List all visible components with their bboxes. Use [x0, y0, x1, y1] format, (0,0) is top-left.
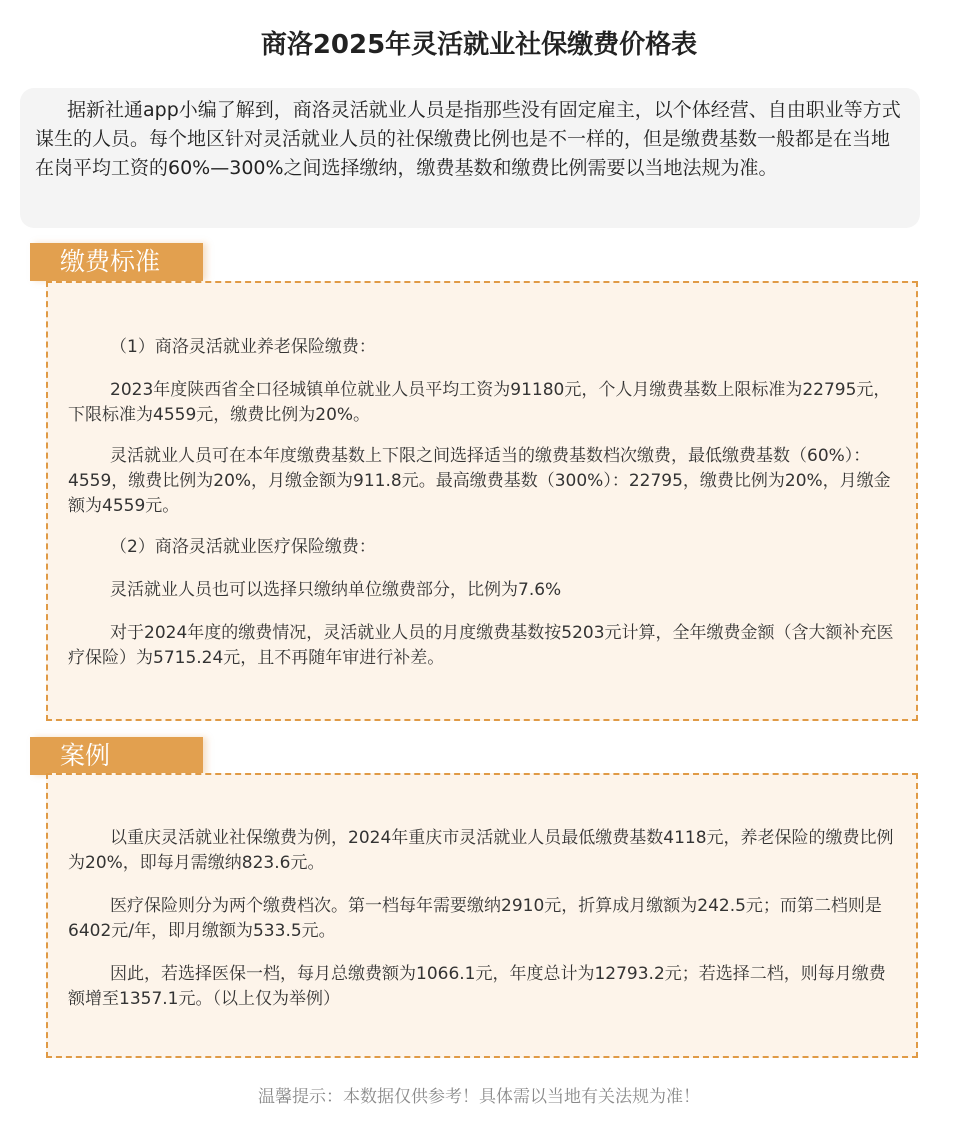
- paragraph: 2023年度陕西省全口径城镇单位就业人员平均工资为91180元，个人月缴费基数上限标准为22795元，下限标准为4559元，缴费比例为20%。: [68, 380, 891, 425]
- section-case-box: [46, 773, 918, 1058]
- section-heading-case: 案例: [30, 737, 203, 775]
- paragraph: 医疗保险则分为两个缴费档次。第一档每年需要缴纳2910元，折算成月缴额为242.5元；而第二档则是6402元/年，即月缴额为533.5元。: [68, 896, 882, 941]
- intro-paragraph: 据新社通app小编了解到，商洛灵活就业人员是指那些没有固定雇主，以个体经营、自由职业等方式谋生的人员。每个地区针对灵活就业人员的社保缴费比例也是不一样的，但是缴费基数一般都是在当地在岗平均工资的60%—300%之间选择缴纳，缴费基数和缴费比例需要以当地法规为准。: [20, 88, 920, 228]
- section-heading-standard: 缴费标准: [30, 243, 203, 281]
- footer-note: 温馨提示：本数据仅供参考！具体需以当地有关法规为准！: [258, 1087, 700, 1107]
- page-title: 商洛2025年灵活就业社保缴费价格表: [260, 30, 698, 60]
- paragraph: （1）商洛灵活就业养老保险缴费：: [110, 337, 376, 357]
- paragraph: 因此，若选择医保一档，每月总缴费额为1066.1元，年度总计为12793.2元；若选择二档，则每月缴费额增至1357.1元。（以上仅为举例）: [68, 964, 886, 1009]
- paragraph: 灵活就业人员可在本年度缴费基数上下限之间选择适当的缴费基数档次缴费，最低缴费基数（60%）：4559，缴费比例为20%，月缴金额为911.8元。最高缴费基数（300%）：22795，缴费比例为20%，月缴金额为4559元。: [68, 446, 891, 516]
- paragraph: 以重庆灵活就业社保缴费为例，2024年重庆市灵活就业人员最低缴费基数4118元，养老保险的缴费比例为20%，即每月需缴纳823.6元。: [68, 828, 894, 873]
- paragraph: 对于2024年度的缴费情况，灵活就业人员的月度缴费基数按5203元计算，全年缴费金额（含大额补充医疗保险）为5715.24元，且不再随年审进行补差。: [68, 623, 894, 668]
- section-standard-box: [46, 281, 918, 721]
- paragraph: （2）商洛灵活就业医疗保险缴费：: [110, 537, 376, 557]
- paragraph: 灵活就业人员也可以选择只缴纳单位缴费部分，比例为7.6%: [110, 580, 562, 600]
